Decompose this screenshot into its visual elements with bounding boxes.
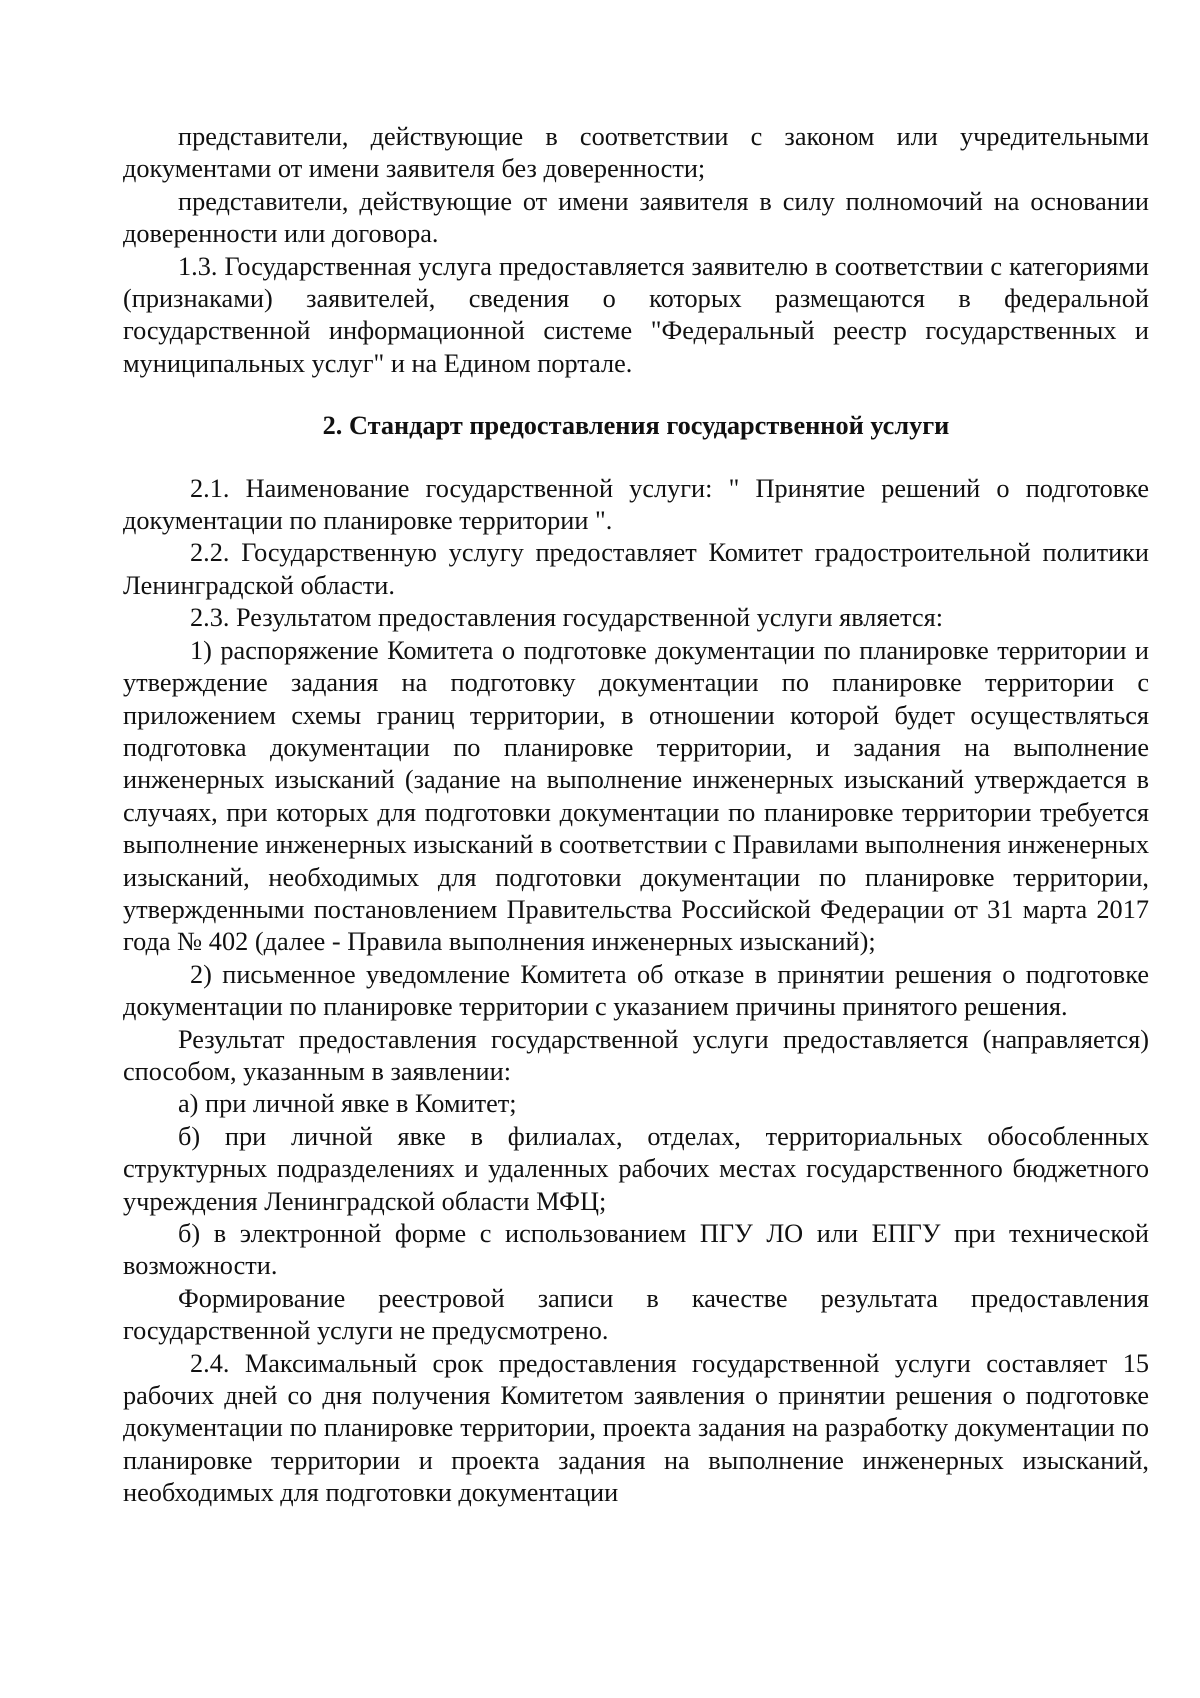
paragraph-1-3: 1.3. Государственная услуга предоставляется заявителю в соответствии с категориями (признаками) заявителей, сведения о которых размещаются в федеральной государственной информационной системе "Федеральный реестр государственных и муниципальных услуг" и на Едином портале. [123, 251, 1149, 378]
paragraph-result-1: 1) распоряжение Комитета о подготовке документации по планировке территории и утверждение задания на подготовку документации по планировке территории с приложением схемы границ территории, в отношении которой будет осуществляться подготовка документации по планировке территории, и задания на выполнение инженерных изысканий (задание на выполнение инженерных изысканий утверждается в случаях, при которых для подготовки документации по планировке территории требуется выполнение инженерных изысканий в соответствии с Правилами выполнения инженерных изысканий, необходимых для подготовки документации по планировке территории, утвержденными постановлением Правительства Российской Федерации от 31 марта 2017 года № 402 (далее - Правила выполнения инженерных изысканий); [123, 635, 1149, 957]
paragraph-2-3: 2.3. Результатом предоставления государственной услуги является: [190, 603, 944, 633]
section-heading: 2. Стандарт предоставления государственной услуги [322, 411, 950, 441]
paragraph-result-delivery: Результат предоставления государственной услуги предоставляется (направляется) способом, указанным в заявлении: [123, 1024, 1149, 1086]
paragraph-delivery-b-electronic: б) в электронной форме с использованием ПГУ ЛО или ЕПГУ при технической возможности. [123, 1219, 1149, 1281]
document-body [123, 121, 1149, 1510]
paragraph-registry-record: Формирование реестровой записи в качестве результата предоставления государственной услуги не предусмотрено. [123, 1283, 1149, 1346]
paragraph-2-2: 2.2. Государственную услугу предоставляет Комитет градостроительной политики Ленинградской области. [123, 538, 1149, 600]
paragraph-2-4: 2.4. Максимальный срок предоставления государственной услуги составляет 15 рабочих дней со дня получения Комитетом заявления о принятии решения о подготовке документации по планировке территории, проекта задания на разработку документации по планировке территории и проекта задания на выполнение инженерных изысканий, необходимых для подготовки документации [123, 1348, 1149, 1508]
paragraph-result-2: 2) письменное уведомление Комитета об отказе в принятии решения о подготовке документации по планировке территории с указанием причины принятого решения. [123, 959, 1149, 1022]
paragraph-delivery-b-mfc: б) при личной явке в филиалах, отделах, территориальных обособленных структурных подразделениях и удаленных рабочих местах государственного бюджетного учреждения Ленинградской области МФЦ; [123, 1121, 1149, 1216]
paragraph-representatives-by-law: представители, действующие в соответствии с законом или учредительными документами от имени заявителя без доверенности; [123, 122, 1149, 184]
paragraph-2-1: 2.1. Наименование государственной услуги: " Принятие решений о подготовке документации по планировке территории ". [123, 473, 1149, 536]
paragraph-representatives-by-power-of-attorney: представители, действующие от имени заявителя в силу полномочий на основании доверенности или договора. [123, 186, 1149, 249]
paragraph-delivery-a: а) при личной явке в Комитет; [178, 1089, 517, 1119]
